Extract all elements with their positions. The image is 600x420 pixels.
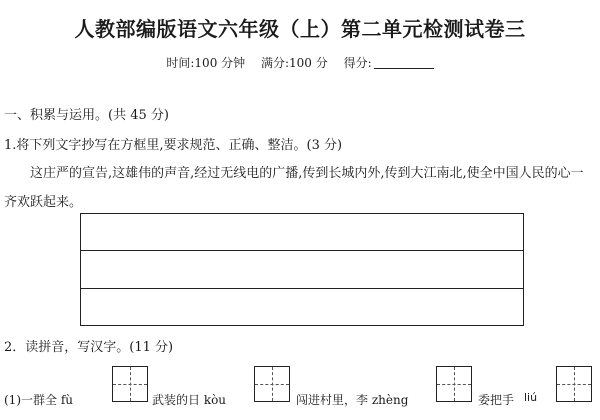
copy-writing-box[interactable] <box>80 213 524 326</box>
exam-info-line <box>0 54 600 71</box>
score-label: 得分: <box>343 56 372 70</box>
tianzige-box[interactable] <box>556 366 592 402</box>
writing-line <box>81 250 523 251</box>
exam-title: 人教部编版语文六年级（上）第二单元检测试卷三 <box>74 17 526 41</box>
tianzige-box[interactable] <box>436 366 472 402</box>
pinyin-segment: liú <box>524 391 538 404</box>
section-heading: 一、积累与运用。(共 45 分) <box>4 108 169 123</box>
score-blank[interactable] <box>374 56 434 69</box>
pinyin-line <box>4 366 600 406</box>
question-2-label: 2．读拼音，写汉字。(11 分) <box>4 340 174 355</box>
question-1-label: 1.将下列文字抄写在方框里,要求规范、正确、整洁。(3 分) <box>4 138 343 153</box>
pinyin-segment: (1)一群全 fù <box>4 393 73 407</box>
pinyin-segment: 闯进村里，李 zhèng <box>296 393 409 407</box>
full-score-label: 满分:100 分 <box>260 56 328 70</box>
writing-line <box>81 288 523 289</box>
time-label: 时间:100 分钟 <box>166 56 246 70</box>
score-field <box>344 56 434 70</box>
passage-text: 这庄严的宣告,这雄伟的声音,经过无线电的广播,传到长城内外,传到大江南北,使全中国人民的心一齐欢跃起来。 <box>4 166 584 210</box>
pinyin-segment: 武装的日 kòu <box>152 393 227 407</box>
pinyin-segment: 委把手 <box>478 393 515 407</box>
tianzige-box[interactable] <box>254 366 290 402</box>
tianzige-box[interactable] <box>112 366 148 402</box>
